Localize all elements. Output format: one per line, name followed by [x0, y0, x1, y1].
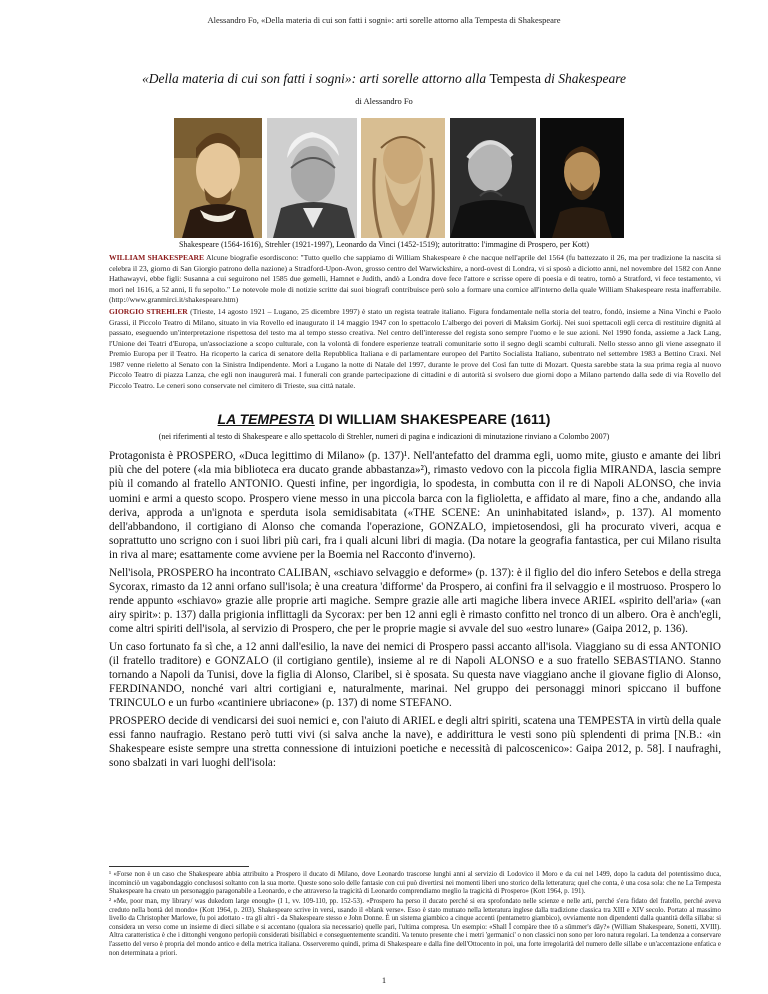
section-heading [0, 411, 768, 427]
paragraph-3: Un caso fortunato fa sì che, a 12 anni dall'esilio, la nave dei nemici di Prospero passi accanto all'isola. Viaggiano su di essa ANTONIO (il fratello traditore) e GONZALO (il cortigiano gentile), insieme al re di Napoli ALONSO e a suo fratello SEBASTIANO. Stanno tornando a Napoli da Tunisi, dove la figlia di Alonso, Claribel, si è sposata. Su questa nave viaggiano anche il giovane figlio di Alonso, FERDINANDO, nonché vari altri cortigiani e, naturalmente, marinai. Nel gruppo dei personaggi minori spiccano il buffone TRINCULO e un furbo «cantiniere ubriacone» (p. 137) di nome STEFANO. [109, 640, 721, 710]
portrait-strip [0, 118, 768, 238]
author-line: di Alessandro Fo [355, 96, 413, 106]
image-caption: Shakespeare (1564-1616), Strehler (1921-1997), Leonardo da Vinci (1452-1519); autoritratto: l'immagine di Prospero, per Kott) [178, 240, 590, 249]
title-part-1: «Della materia di cui son fatti i sogni»: arti sorelle attorno alla [141, 71, 490, 86]
page-number: 1 [381, 975, 387, 985]
portrait-strehler [267, 118, 357, 238]
bio-shakespeare-name: WILLIAM SHAKESPEARE [109, 253, 205, 262]
main-body [109, 449, 721, 773]
paragraph-2: Nell'isola, PROSPERO ha incontrato CALIBAN, «schiavo selvaggio e deforme» (p. 137): è il figlio del dio infero Setebos e della strega Sycorax, rimasto da 12 anni orfano sull'isola; è una creatura 'difforme' da Prospero, ai confini fra il selvaggio e il mostruoso. Prospero lo rende appunto «schiavo» grazie alle proprie arti magiche. Sempre grazie alle arti magiche libera invece ARIEL «spirito dell'aria» («an airy spirit»: p. 137) dalla prigionia inflittagli da Sycorax: per ben 12 anni egli è rimasto confitto nel tronco di un albero. Ora è anch'egli, come altri spiriti dell'isola, al servizio di Prospero, che per le proprie magie si avvale del suo «estro lunare» (Gaipa 2012, p. 136). [109, 566, 721, 636]
section-heading-title: LA TEMPESTA [217, 411, 315, 427]
section-heading-rest: DI WILLIAM SHAKESPEARE (1611) [314, 411, 551, 427]
article-title [0, 71, 768, 87]
footnote-rule [109, 866, 249, 867]
footnote-2: ² «Me, poor man, my library/ was dukedom large enough» (I 1, vv. 109-110, pp. 152-53). «Prospero ha perso il ducato perché si era sprofondato nelle scienze e nelle arti, perché s'era fidato del fratello, perché aveva creduto nella bontà del mondo» (Kott 1964, p. 203). Shakespeare scrive in versi, usando il «blank verse». Esso è stato mutuato nella letteratura inglese dalla tradizione classica tra XIII e XIV secolo. Portato al massimo livello da Christopher Marlowe, fu poi adottato - tra gli altri - da Shakespeare stesso e John Donne. È un sistema giambico a cinque accenti (pentametro giambico), ovviamente non dipendenti dalla quantità della sillaba: si considera un verso come un insieme di dieci sillabe e si accentano (qualora sia necessario) quelle pari, l'ultima compresa. Un esempio: «Shall Ĭ compàre thee tŏ a sŭmmer's dăy?» (William Shakespeare, Sonetti, XVIII). Altra caratteristica è che i dittonghi vengono perlopiù considerati bisillabici e conseguentemente scanditi. Va tenuto presente che i metri 'germanici' o non classici non sono per loro natura regolari. La tendenza a conservare l'assetto del verso è propria del mondo antico e della metrica italiana. Osserveremo quindi, prima di Shakespeare e dalla fine dell'Ottocento in poi, una forte irregolarità del numero delle sillabe e un'accentazione enfatica e non determinata a priori. [109, 898, 721, 957]
paragraph-4: PROSPERO decide di vendicarsi dei suoi nemici e, con l'aiuto di ARIEL e degli altri spiriti, scatena una TEMPESTA in virtù della quale essi fanno naufragio. Restano però tutti vivi (si salva anche la nave), e addirittura le vesti sono più splendenti di prima [N.B.: «in Shakespeare esiste sempre una stretta connessione di intuizioni poetiche e necessità di palcoscenico»: Gaipa 2012, p. 58]. I naufraghi, sono sbalzati in vari luoghi dell'isola: [109, 714, 721, 770]
title-part-2: Tempesta [489, 71, 542, 86]
portrait-leonardo [361, 118, 445, 238]
portrait-prospero [450, 118, 536, 238]
running-header: Alessandro Fo, «Della materia di cui son fatti i sogni»: arti sorelle attorno alla Tempesta di Shakespeare [207, 15, 561, 25]
bio-strehler-name: GIORGIO STREHLER [109, 307, 188, 316]
bio-strehler [109, 307, 721, 391]
portrait-kott [540, 118, 624, 238]
section-note: (nei riferimenti al testo di Shakespeare e allo spettacolo di Strehler, numeri di pagina e indicazioni di minutazione rinviano a Colombo 2007) [158, 432, 610, 441]
bio-strehler-text: (Trieste, 14 agosto 1921 – Lugano, 25 dicembre 1997) è stato un regista teatrale italiano. Figura fondamentale nella storia del teatro, fondò, insieme a Nina Vinchi e Paolo Grassi, il Piccolo Teatro di Milano, situato in via Rovello ed inaugurato il 14 maggio 1947 con lo spettacolo L'albergo dei poveri di Maksim Gorkij. Nei suoi spettacoli egli cerca di restituire dignità al passato, eseguendo un'interpretazione rispettosa del testo ma al tempo stesso creativa. Nel centro dell'interesse del regista sono sempre l'uomo e le sue azioni. Nel 1990 fonda, assieme a Jack Lang, l'Unione dei Teatri d'Europa, un'associazione a scopo culturale, con la volontà di fondere esperienze teatrali comunitarie sotto il segno degli scambi culturali. Nello stesso anno gli viene assegnato il Premio Europa per il Teatro. Ha ricoperto la carica di senatore della Repubblica Italiana e di parlamentare europeo del Partito Socialista Italiano, subentrato nel settembre 1983 a Bettino Craxi. Nel 1987 venne rieletto al Senato con la Sinistra Indipendente. Morì a Lugano la notte di Natale del 1997, durante le prove del Così fan tutte di Mozart. Questa sarebbe stata la sua prima regia al nuovo Piccolo Teatro di piazza Lanza, che egli non inaugurerà mai. I funerali con grande partecipazione di cittadini e di autorità si svolsero due giorni dopo a Milano partendo dalla sede di via Rovello del Piccolo Teatro. Le ceneri sono conservate nel cimitero di Trieste, sua città natale. [109, 307, 721, 390]
bio-shakespeare [109, 253, 721, 306]
portrait-shakespeare [174, 118, 262, 238]
bio-shakespeare-text: Alcune biografie esordiscono: "Tutto quello che sappiamo di William Shakespeare è che nacque nell'aprile del 1564 (fu battezzato il 26, ma per tradizione la nascita si celebra il 23, giorno di San Giorgio patrono della nazione) a Stradford-Upon-Avon, grosso centro del Warwickshire, a nord-ovest di Londra, vi si sposò a diciotto anni, nel novembre del 1582 con Anne Hathawayvi, ebbe figli: Susanna a cui seguirono nel 1585 due gemelli, Hamnet e Judith, andò a Londra dove fece l'attore e scrisse opere di poesia e di teatro, tornò a Stratford, vi fece testamento, vi morì nel 1616, a 52 anni, lì fu sepolto." Le notevole mole di notizie scritte dai suoi biografi contribuisce però solo a formare una cornice all'interno della quale William Shakespeare resta inafferrabile. (http://www.granmirci.it/shakespeare.htm) [109, 253, 721, 304]
title-part-3: di Shakespeare [541, 71, 627, 86]
paragraph-1: Protagonista è PROSPERO, «Duca legittimo di Milano» (p. 137)¹. Nell'antefatto del dramma egli, uomo mite, giusto e amante dei libri più che del potere («la mia biblioteca era ducato grande abbastanza»²), rimasto vedovo con la piccola figlia MIRANDA, lascia sempre più il comando al fratello ANTONIO. Questi infine, per ingordigia, lo spodesta, in combutta con il re di Napoli ALONSO, che invia uomini e armi a questo scopo. Prospero viene messo in una piccola barca con la figlioletta, e affidato al mare, fino a che, andando alla deriva, approda a un'ignota e sperduta isola semidisabitata («THE SCENE: An uninhabitated island», p. 137). Al momento dell'abbandono, il cortigiano di Alonso che comanda l'operazione, GONZALO, impietosendosi, gli ha procurato viveri, acqua e soprattutto uno scrigno con i suoi libri più cari, fra i quali alcuni libri di magia. (Da notare la geografia fantastica, per cui Milano risulta in riva al mare; esattamente come avviene per la Boemia nel Racconto d'inverno). [109, 450, 721, 562]
footnote-1: ¹ «Forse non è un caso che Shakespeare abbia attribuito a Prospero il ducato di Milano, dove Leonardo trascorse lunghi anni al servizio di Lodovico il Moro e da cui nel 1499, dopo la caduta del potentissimo duca, incominciò un vagabondaggio conclusosi soltanto con la sua morte. Queste sono solo delle fantasie con cui può divertirsi nei momenti liberi uno storico della letteratura; quel che conta, è una cosa sola: che ne La Tempesta Shakespeare ha creato un personaggio paragonabile a Leonardo, e che attraverso la tragicità di Leonardo comprendiamo meglio la tragicità di Prospero» (Kott 1964, p. 191). [109, 871, 721, 896]
